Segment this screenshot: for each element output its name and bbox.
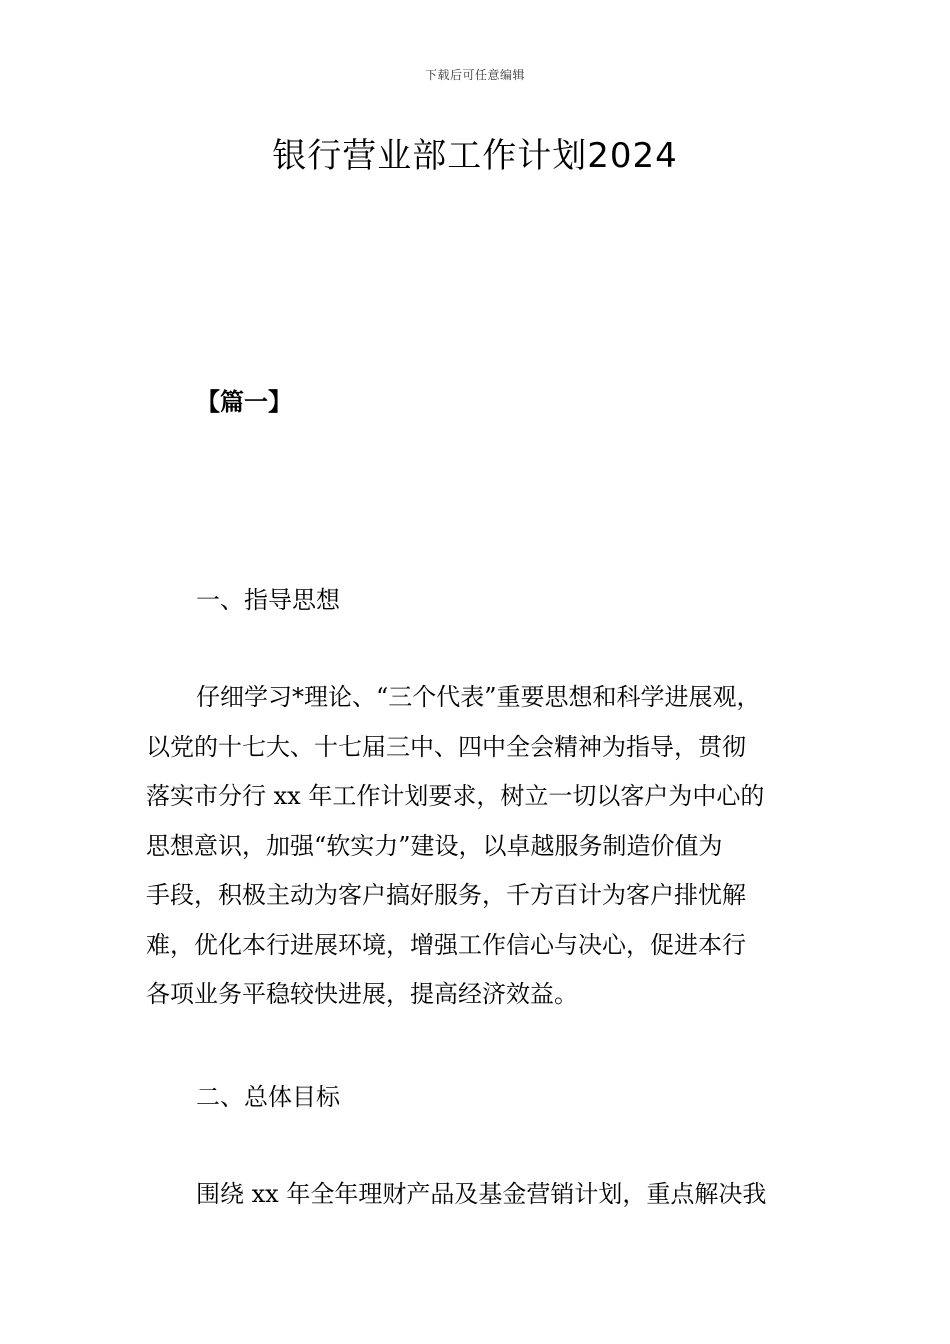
paragraph-line: 仔细学习*理论、“三个代表”重要思想和科学进展观，	[196, 683, 761, 711]
paragraph-line: 难，优化本行进展环境，增强工作信心与决心，促进本行	[146, 930, 746, 959]
header-note: 下载后可任意编辑	[424, 68, 525, 82]
paragraph-line: 以党的十七大、十七届三中、四中全会精神为指导，贯彻	[146, 732, 746, 761]
document-title: 银行营业部工作计划2024	[272, 136, 678, 176]
paragraph-overall-goal	[146, 1170, 826, 1220]
paragraph-line: 思想意识，加强“软实力”建设，以卓越服务制造价值为	[146, 831, 723, 860]
paragraph-line: 手段，积极主动为客户搞好服务，千方百计为客户排忧解	[146, 881, 746, 909]
paragraph-line: 各项业务平稳较快进展，提高经济效益。	[146, 980, 578, 1008]
section-heading-overall-goal: 二、总体目标	[196, 1083, 340, 1111]
paragraph-line: 围绕 xx 年全年理财产品及基金营销计划，重点解决我	[196, 1180, 767, 1208]
paragraph-line: 落实市分行 xx 年工作计划要求，树立一切以客户为中心的	[146, 782, 765, 810]
section-tag: 【篇一】	[196, 387, 292, 416]
paragraph-guiding-ideology	[146, 673, 826, 1020]
section-heading-guiding-ideology: 一、指导思想	[196, 586, 340, 614]
